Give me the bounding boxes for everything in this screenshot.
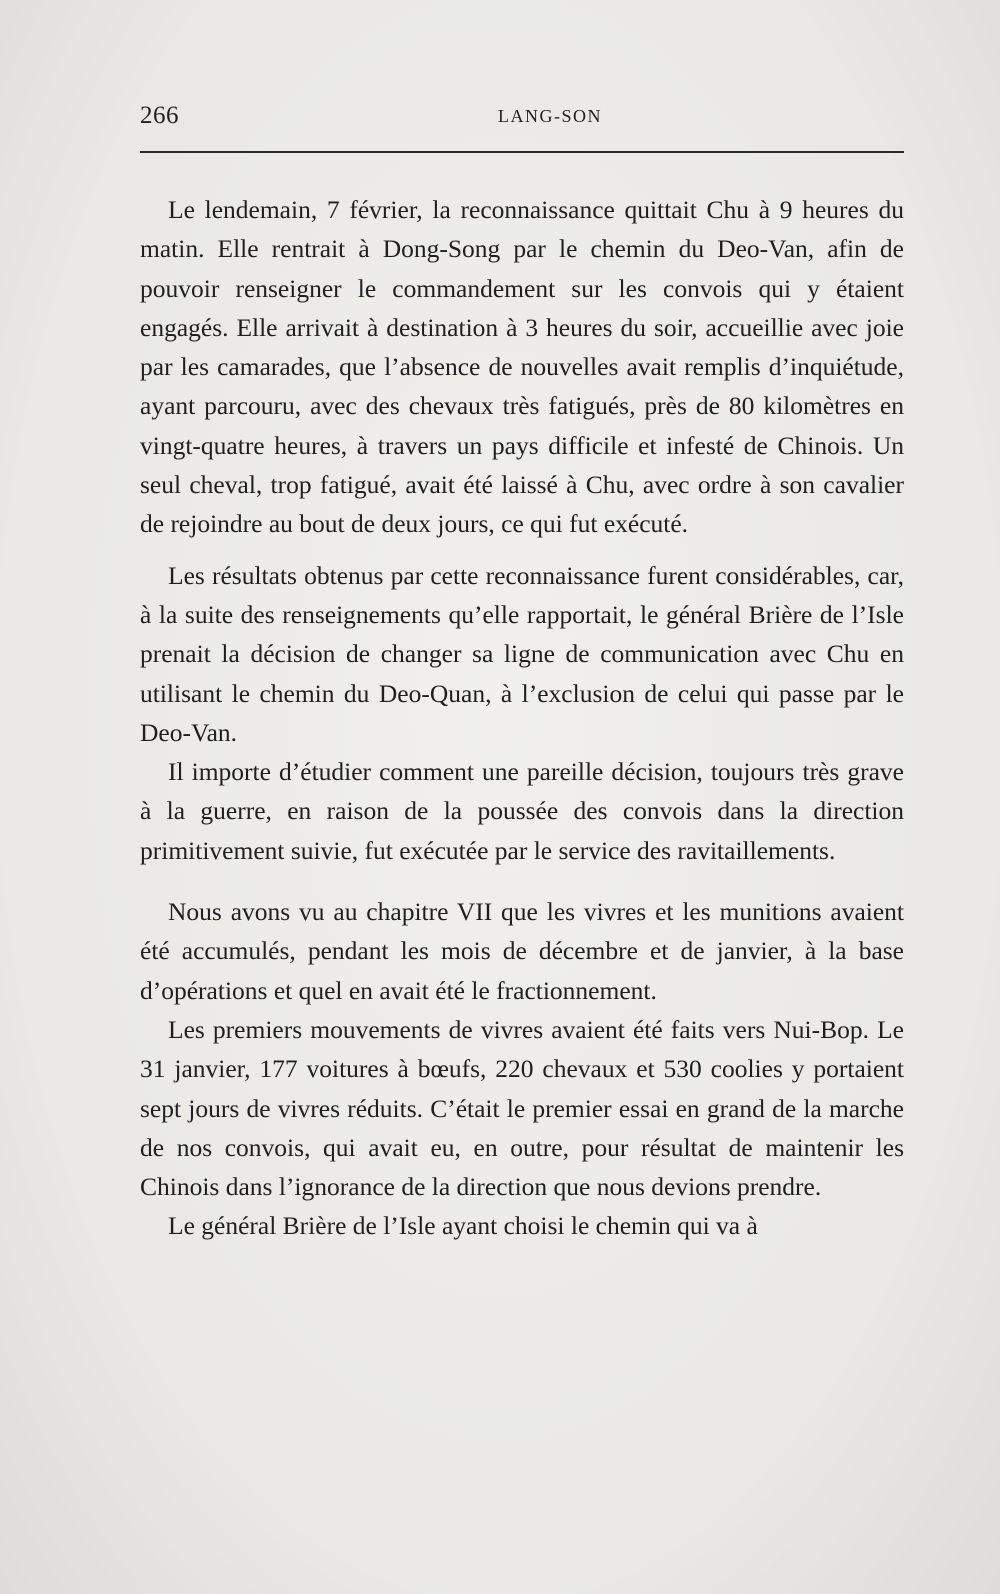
page-number: 266 <box>140 102 179 129</box>
paragraph: Le général Brière de l’Isle ayant choisi le chemin qui va à <box>168 1211 758 1241</box>
paragraph: Les premiers mouvements de vivres avaient été faits vers Nui-Bop. Le 31 janvier, 177 voitures à bœufs, 220 chevaux et 530 coolies y portaient sept jours de vivres réduits. C’était le premier essai en grand de la marche de nos convois, qui avait eu, en outre, pour résultat de maintenir les Chinois dans l’ignorance de la direction que nous devions prendre. <box>140 1014 904 1202</box>
paragraph: Nous avons vu au chapitre VII que les vivres et les munitions avaient été accumulés, pendant les mois de décembre et de janvier, à la base d’opérations et quel en avait été le fractionnement. <box>140 897 904 1005</box>
header-rule <box>140 151 904 153</box>
paragraph: Le lendemain, 7 février, la reconnaissance quittait Chu à 9 heures du matin. Elle rentrait à Dong-Song par le chemin du Deo-Van, afin de pouvoir renseigner le commandement sur les convois qui y étaient engagés. Elle arrivait à destination à 3 heures du soir, accueillie avec joie par les camarades, que l’absence de nouvelles avait remplis d’inquiétude, ayant parcouru, avec des chevaux très fatigués, près de 80 kilomètres en vingt-quatre heures, à travers un pays difficile et infesté de Chinois. Un seul cheval, trop fatigué, avait été laissé à Chu, avec ordre à son cavalier de rejoindre au bout de deux jours, ce qui fut exécuté. <box>140 195 904 539</box>
paragraph: Il importe d’étudier comment une pareille décision, toujours très grave à la guerre, en raison de la poussée des convois dans la direction primitivement suivie, fut exécutée par le service des ravitaillements. <box>140 757 904 865</box>
page-header <box>140 102 904 132</box>
paragraph: Les résultats obtenus par cette reconnaissance furent considérables, car, à la suite des renseignements qu’elle rapportait, le général Brière de l’Isle prenait la décision de changer sa ligne de communication avec Chu en utilisant le chemin du Deo-Quan, à l’exclusion de celui qui passe par le Deo-Van. <box>140 560 904 747</box>
body-text <box>140 190 904 1246</box>
running-head: LANG-SON <box>498 106 602 126</box>
